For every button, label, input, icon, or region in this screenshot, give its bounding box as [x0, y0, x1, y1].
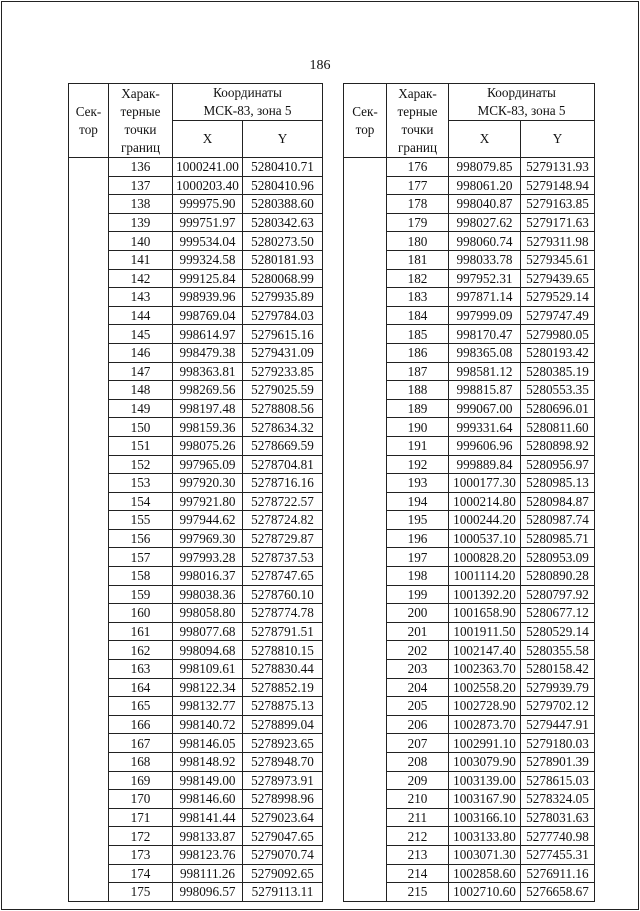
point-number: 161	[109, 622, 173, 641]
coordinate-x: 998581.12	[449, 362, 521, 381]
coordinate-x: 998170.47	[449, 325, 521, 344]
coordinate-x: 1003166.10	[449, 808, 521, 827]
header-x: X	[449, 121, 521, 158]
coordinate-x: 999751.97	[173, 213, 243, 232]
point-number: 207	[387, 734, 449, 753]
coordinate-y: 5280953.09	[521, 548, 595, 567]
coordinate-y: 5278031.63	[521, 808, 595, 827]
coordinate-y: 5279047.65	[243, 827, 323, 846]
point-number: 195	[387, 511, 449, 530]
coordinate-y: 5279070.74	[243, 845, 323, 864]
coordinate-y: 5279092.65	[243, 864, 323, 883]
coordinate-y: 5280677.12	[521, 604, 595, 623]
header-points: Харак- терные точки границ	[109, 84, 173, 158]
coordinate-x: 1002728.90	[449, 697, 521, 716]
coordinates-table-left	[68, 83, 323, 902]
coordinate-x: 997921.80	[173, 492, 243, 511]
point-number: 210	[387, 790, 449, 809]
coordinate-x: 1002363.70	[449, 660, 521, 679]
coordinate-x: 998038.36	[173, 585, 243, 604]
point-number: 136	[109, 158, 173, 177]
point-number: 177	[387, 176, 449, 195]
point-number: 149	[109, 399, 173, 418]
point-number: 194	[387, 492, 449, 511]
coordinate-y: 5279311.98	[521, 232, 595, 251]
coordinate-y: 5279529.14	[521, 288, 595, 307]
point-number: 201	[387, 622, 449, 641]
coordinate-x: 998027.62	[449, 213, 521, 232]
coordinate-y: 5280385.19	[521, 362, 595, 381]
page-number: 186	[309, 58, 331, 73]
coordinate-y: 5280797.92	[521, 585, 595, 604]
coordinate-x: 998109.61	[173, 660, 243, 679]
coordinate-y: 5279163.85	[521, 195, 595, 214]
coordinate-x: 1001392.20	[449, 585, 521, 604]
point-number: 214	[387, 864, 449, 883]
coordinate-y: 5278724.82	[243, 511, 323, 530]
coordinate-x: 997920.30	[173, 474, 243, 493]
coordinate-x: 998075.26	[173, 436, 243, 455]
coordinate-y: 5278901.39	[521, 753, 595, 772]
coordinate-y: 5279148.94	[521, 176, 595, 195]
coordinate-y: 5280696.01	[521, 399, 595, 418]
coordinate-x: 997871.14	[449, 288, 521, 307]
header-sector: Сек- тор	[344, 84, 387, 158]
coordinate-y: 5280193.42	[521, 343, 595, 362]
coordinate-y: 5277740.98	[521, 827, 595, 846]
coordinate-y: 5278729.87	[243, 529, 323, 548]
point-number: 199	[387, 585, 449, 604]
coordinate-y: 5276911.16	[521, 864, 595, 883]
point-number: 198	[387, 567, 449, 586]
coordinate-x: 998123.76	[173, 845, 243, 864]
point-number: 156	[109, 529, 173, 548]
coordinate-y: 5278324.05	[521, 790, 595, 809]
coordinate-y: 5280342.63	[243, 213, 323, 232]
coordinate-x: 998016.37	[173, 567, 243, 586]
point-number: 166	[109, 715, 173, 734]
point-number: 173	[109, 845, 173, 864]
table-row	[69, 158, 323, 177]
point-number: 174	[109, 864, 173, 883]
point-number: 181	[387, 250, 449, 269]
point-number: 188	[387, 381, 449, 400]
coordinate-y: 5278747.65	[243, 567, 323, 586]
coordinate-x: 998146.60	[173, 790, 243, 809]
coordinate-y: 5280956.97	[521, 455, 595, 474]
point-number: 185	[387, 325, 449, 344]
coordinate-x: 999975.90	[173, 195, 243, 214]
coordinate-y: 5278716.16	[243, 474, 323, 493]
coordinate-y: 5278808.56	[243, 399, 323, 418]
coordinate-y: 5278948.70	[243, 753, 323, 772]
point-number: 171	[109, 808, 173, 827]
point-number: 155	[109, 511, 173, 530]
coordinate-y: 5279980.05	[521, 325, 595, 344]
point-number: 211	[387, 808, 449, 827]
coordinate-x: 998033.78	[449, 250, 521, 269]
point-number: 186	[387, 343, 449, 362]
coordinate-x: 1003167.90	[449, 790, 521, 809]
coordinate-x: 997952.31	[449, 269, 521, 288]
coordinate-x: 1001658.90	[449, 604, 521, 623]
point-number: 164	[109, 678, 173, 697]
point-number: 168	[109, 753, 173, 772]
coordinate-x: 1002873.70	[449, 715, 521, 734]
coordinate-y: 5279702.12	[521, 697, 595, 716]
coordinate-x: 998815.87	[449, 381, 521, 400]
point-number: 165	[109, 697, 173, 716]
point-number: 213	[387, 845, 449, 864]
point-number: 154	[109, 492, 173, 511]
point-number: 208	[387, 753, 449, 772]
coordinate-x: 998077.68	[173, 622, 243, 641]
coordinate-y: 5280273.50	[243, 232, 323, 251]
table-body-left	[69, 158, 323, 902]
coordinate-x: 1000828.20	[449, 548, 521, 567]
coordinate-x: 999331.64	[449, 418, 521, 437]
coordinate-y: 5278669.59	[243, 436, 323, 455]
coordinate-y: 5279131.93	[521, 158, 595, 177]
point-number: 172	[109, 827, 173, 846]
coordinate-y: 5277455.31	[521, 845, 595, 864]
point-number: 205	[387, 697, 449, 716]
coordinate-y: 5279171.63	[521, 213, 595, 232]
point-number: 146	[109, 343, 173, 362]
coordinate-y: 5279939.79	[521, 678, 595, 697]
coordinate-x: 999324.58	[173, 250, 243, 269]
coordinate-y: 5278923.65	[243, 734, 323, 753]
point-number: 159	[109, 585, 173, 604]
point-number: 189	[387, 399, 449, 418]
point-number: 144	[109, 306, 173, 325]
sector-cell	[69, 158, 109, 902]
coordinate-x: 998939.96	[173, 288, 243, 307]
coordinate-y: 5280068.99	[243, 269, 323, 288]
point-number: 150	[109, 418, 173, 437]
coordinate-x: 998148.92	[173, 753, 243, 772]
coordinate-y: 5278722.57	[243, 492, 323, 511]
header-coordinates: Координаты МСК-83, зона 5	[173, 84, 323, 121]
point-number: 140	[109, 232, 173, 251]
coordinate-y: 5280890.28	[521, 567, 595, 586]
coordinate-y: 5279747.49	[521, 306, 595, 325]
coordinate-x: 997969.30	[173, 529, 243, 548]
coordinate-y: 5280529.14	[521, 622, 595, 641]
point-number: 190	[387, 418, 449, 437]
coordinate-y: 5279180.03	[521, 734, 595, 753]
coordinate-y: 5278998.96	[243, 790, 323, 809]
coordinate-y: 5278760.10	[243, 585, 323, 604]
coordinate-x: 998111.26	[173, 864, 243, 883]
coordinate-y: 5280355.58	[521, 641, 595, 660]
table-row	[344, 158, 595, 177]
coordinate-x: 1003079.90	[449, 753, 521, 772]
coordinate-y: 5279025.59	[243, 381, 323, 400]
coordinate-x: 998149.00	[173, 771, 243, 790]
coordinate-x: 998040.87	[449, 195, 521, 214]
point-number: 200	[387, 604, 449, 623]
coordinate-y: 5279447.91	[521, 715, 595, 734]
coordinate-x: 1003071.30	[449, 845, 521, 864]
coordinate-y: 5278737.53	[243, 548, 323, 567]
point-number: 145	[109, 325, 173, 344]
coordinate-x: 998060.74	[449, 232, 521, 251]
coordinate-y: 5280410.96	[243, 176, 323, 195]
coordinate-y: 5279233.85	[243, 362, 323, 381]
coordinate-y: 5278875.13	[243, 697, 323, 716]
point-number: 206	[387, 715, 449, 734]
coordinate-x: 1000537.10	[449, 529, 521, 548]
coordinate-x: 997944.62	[173, 511, 243, 530]
point-number: 152	[109, 455, 173, 474]
coordinate-x: 1000244.20	[449, 511, 521, 530]
coordinate-x: 1000241.00	[173, 158, 243, 177]
point-number: 193	[387, 474, 449, 493]
coordinate-y: 5280811.60	[521, 418, 595, 437]
point-number: 142	[109, 269, 173, 288]
point-number: 170	[109, 790, 173, 809]
coordinate-x: 999534.04	[173, 232, 243, 251]
point-number: 157	[109, 548, 173, 567]
header-points: Харак- терные точки границ	[387, 84, 449, 158]
coordinate-y: 5280158.42	[521, 660, 595, 679]
point-number: 141	[109, 250, 173, 269]
point-number: 215	[387, 883, 449, 902]
coordinate-y: 5280985.71	[521, 529, 595, 548]
point-number: 160	[109, 604, 173, 623]
header-sector: Сек- тор	[69, 84, 109, 158]
coordinate-y: 5278899.04	[243, 715, 323, 734]
point-number: 158	[109, 567, 173, 586]
coordinate-y: 5278791.51	[243, 622, 323, 641]
point-number: 147	[109, 362, 173, 381]
coordinate-y: 5279431.09	[243, 343, 323, 362]
coordinate-x: 998132.77	[173, 697, 243, 716]
coordinate-x: 998197.48	[173, 399, 243, 418]
coordinate-x: 997993.28	[173, 548, 243, 567]
point-number: 137	[109, 176, 173, 195]
coordinate-x: 1002147.40	[449, 641, 521, 660]
coordinate-x: 1002558.20	[449, 678, 521, 697]
coordinate-x: 998061.20	[449, 176, 521, 195]
coordinate-x: 998365.08	[449, 343, 521, 362]
coordinate-x: 1001911.50	[449, 622, 521, 641]
coordinate-y: 5278704.81	[243, 455, 323, 474]
coordinate-x: 998159.36	[173, 418, 243, 437]
coordinate-x: 1000177.30	[449, 474, 521, 493]
coordinate-x: 998122.34	[173, 678, 243, 697]
coordinate-y: 5276658.67	[521, 883, 595, 902]
coordinate-x: 997965.09	[173, 455, 243, 474]
coordinate-x: 1003139.00	[449, 771, 521, 790]
coordinate-y: 5280898.92	[521, 436, 595, 455]
coordinate-x: 1002858.60	[449, 864, 521, 883]
point-number: 212	[387, 827, 449, 846]
coordinate-x: 1002710.60	[449, 883, 521, 902]
coordinate-x: 998269.56	[173, 381, 243, 400]
coordinate-x: 999889.84	[449, 455, 521, 474]
point-number: 178	[387, 195, 449, 214]
coordinate-x: 999606.96	[449, 436, 521, 455]
coordinate-x: 998094.68	[173, 641, 243, 660]
sector-cell	[344, 158, 387, 902]
point-number: 151	[109, 436, 173, 455]
coordinate-y: 5278634.32	[243, 418, 323, 437]
point-number: 175	[109, 883, 173, 902]
point-number: 169	[109, 771, 173, 790]
header-y: Y	[521, 121, 595, 158]
coordinate-y: 5280985.13	[521, 474, 595, 493]
point-number: 167	[109, 734, 173, 753]
point-number: 202	[387, 641, 449, 660]
coordinate-x: 998146.05	[173, 734, 243, 753]
point-number: 180	[387, 232, 449, 251]
point-number: 139	[109, 213, 173, 232]
coordinate-x: 998058.80	[173, 604, 243, 623]
point-number: 153	[109, 474, 173, 493]
coordinate-x: 998096.57	[173, 883, 243, 902]
point-number: 196	[387, 529, 449, 548]
point-number: 184	[387, 306, 449, 325]
point-number: 203	[387, 660, 449, 679]
coordinate-x: 998140.72	[173, 715, 243, 734]
point-number: 197	[387, 548, 449, 567]
point-number: 179	[387, 213, 449, 232]
coordinate-y: 5279023.64	[243, 808, 323, 827]
coordinate-y: 5280984.87	[521, 492, 595, 511]
coordinate-y: 5278830.44	[243, 660, 323, 679]
coordinate-x: 1002991.10	[449, 734, 521, 753]
header-y: Y	[243, 121, 323, 158]
coordinate-y: 5278810.15	[243, 641, 323, 660]
coordinates-table-right	[343, 83, 595, 902]
coordinate-y: 5280987.74	[521, 511, 595, 530]
coordinate-y: 5279439.65	[521, 269, 595, 288]
point-number: 209	[387, 771, 449, 790]
coordinate-x: 998769.04	[173, 306, 243, 325]
table-body-right	[344, 158, 595, 902]
coordinate-x: 1003133.80	[449, 827, 521, 846]
coordinate-y: 5279615.16	[243, 325, 323, 344]
coordinate-x: 998614.97	[173, 325, 243, 344]
coordinate-x: 998141.44	[173, 808, 243, 827]
coordinate-y: 5279113.11	[243, 883, 323, 902]
coordinate-x: 999125.84	[173, 269, 243, 288]
coordinate-y: 5278973.91	[243, 771, 323, 790]
point-number: 162	[109, 641, 173, 660]
point-number: 187	[387, 362, 449, 381]
coordinate-x: 1000203.40	[173, 176, 243, 195]
coordinate-x: 999067.00	[449, 399, 521, 418]
coordinate-y: 5279935.89	[243, 288, 323, 307]
coordinate-x: 998363.81	[173, 362, 243, 381]
coordinate-y: 5280181.93	[243, 250, 323, 269]
point-number: 204	[387, 678, 449, 697]
coordinate-x: 998133.87	[173, 827, 243, 846]
coordinate-y: 5278615.03	[521, 771, 595, 790]
point-number: 176	[387, 158, 449, 177]
header-coordinates: Координаты МСК-83, зона 5	[449, 84, 595, 121]
point-number: 191	[387, 436, 449, 455]
coordinate-x: 997999.09	[449, 306, 521, 325]
coordinate-y: 5279345.61	[521, 250, 595, 269]
coordinate-y: 5280553.35	[521, 381, 595, 400]
point-number: 183	[387, 288, 449, 307]
coordinate-x: 998079.85	[449, 158, 521, 177]
coordinate-x: 998479.38	[173, 343, 243, 362]
coordinate-y: 5278774.78	[243, 604, 323, 623]
point-number: 192	[387, 455, 449, 474]
coordinate-x: 1001114.20	[449, 567, 521, 586]
point-number: 143	[109, 288, 173, 307]
point-number: 148	[109, 381, 173, 400]
header-x: X	[173, 121, 243, 158]
point-number: 163	[109, 660, 173, 679]
point-number: 182	[387, 269, 449, 288]
coordinate-y: 5279784.03	[243, 306, 323, 325]
coordinate-y: 5280410.71	[243, 158, 323, 177]
coordinate-y: 5280388.60	[243, 195, 323, 214]
point-number: 138	[109, 195, 173, 214]
coordinate-y: 5278852.19	[243, 678, 323, 697]
coordinate-x: 1000214.80	[449, 492, 521, 511]
